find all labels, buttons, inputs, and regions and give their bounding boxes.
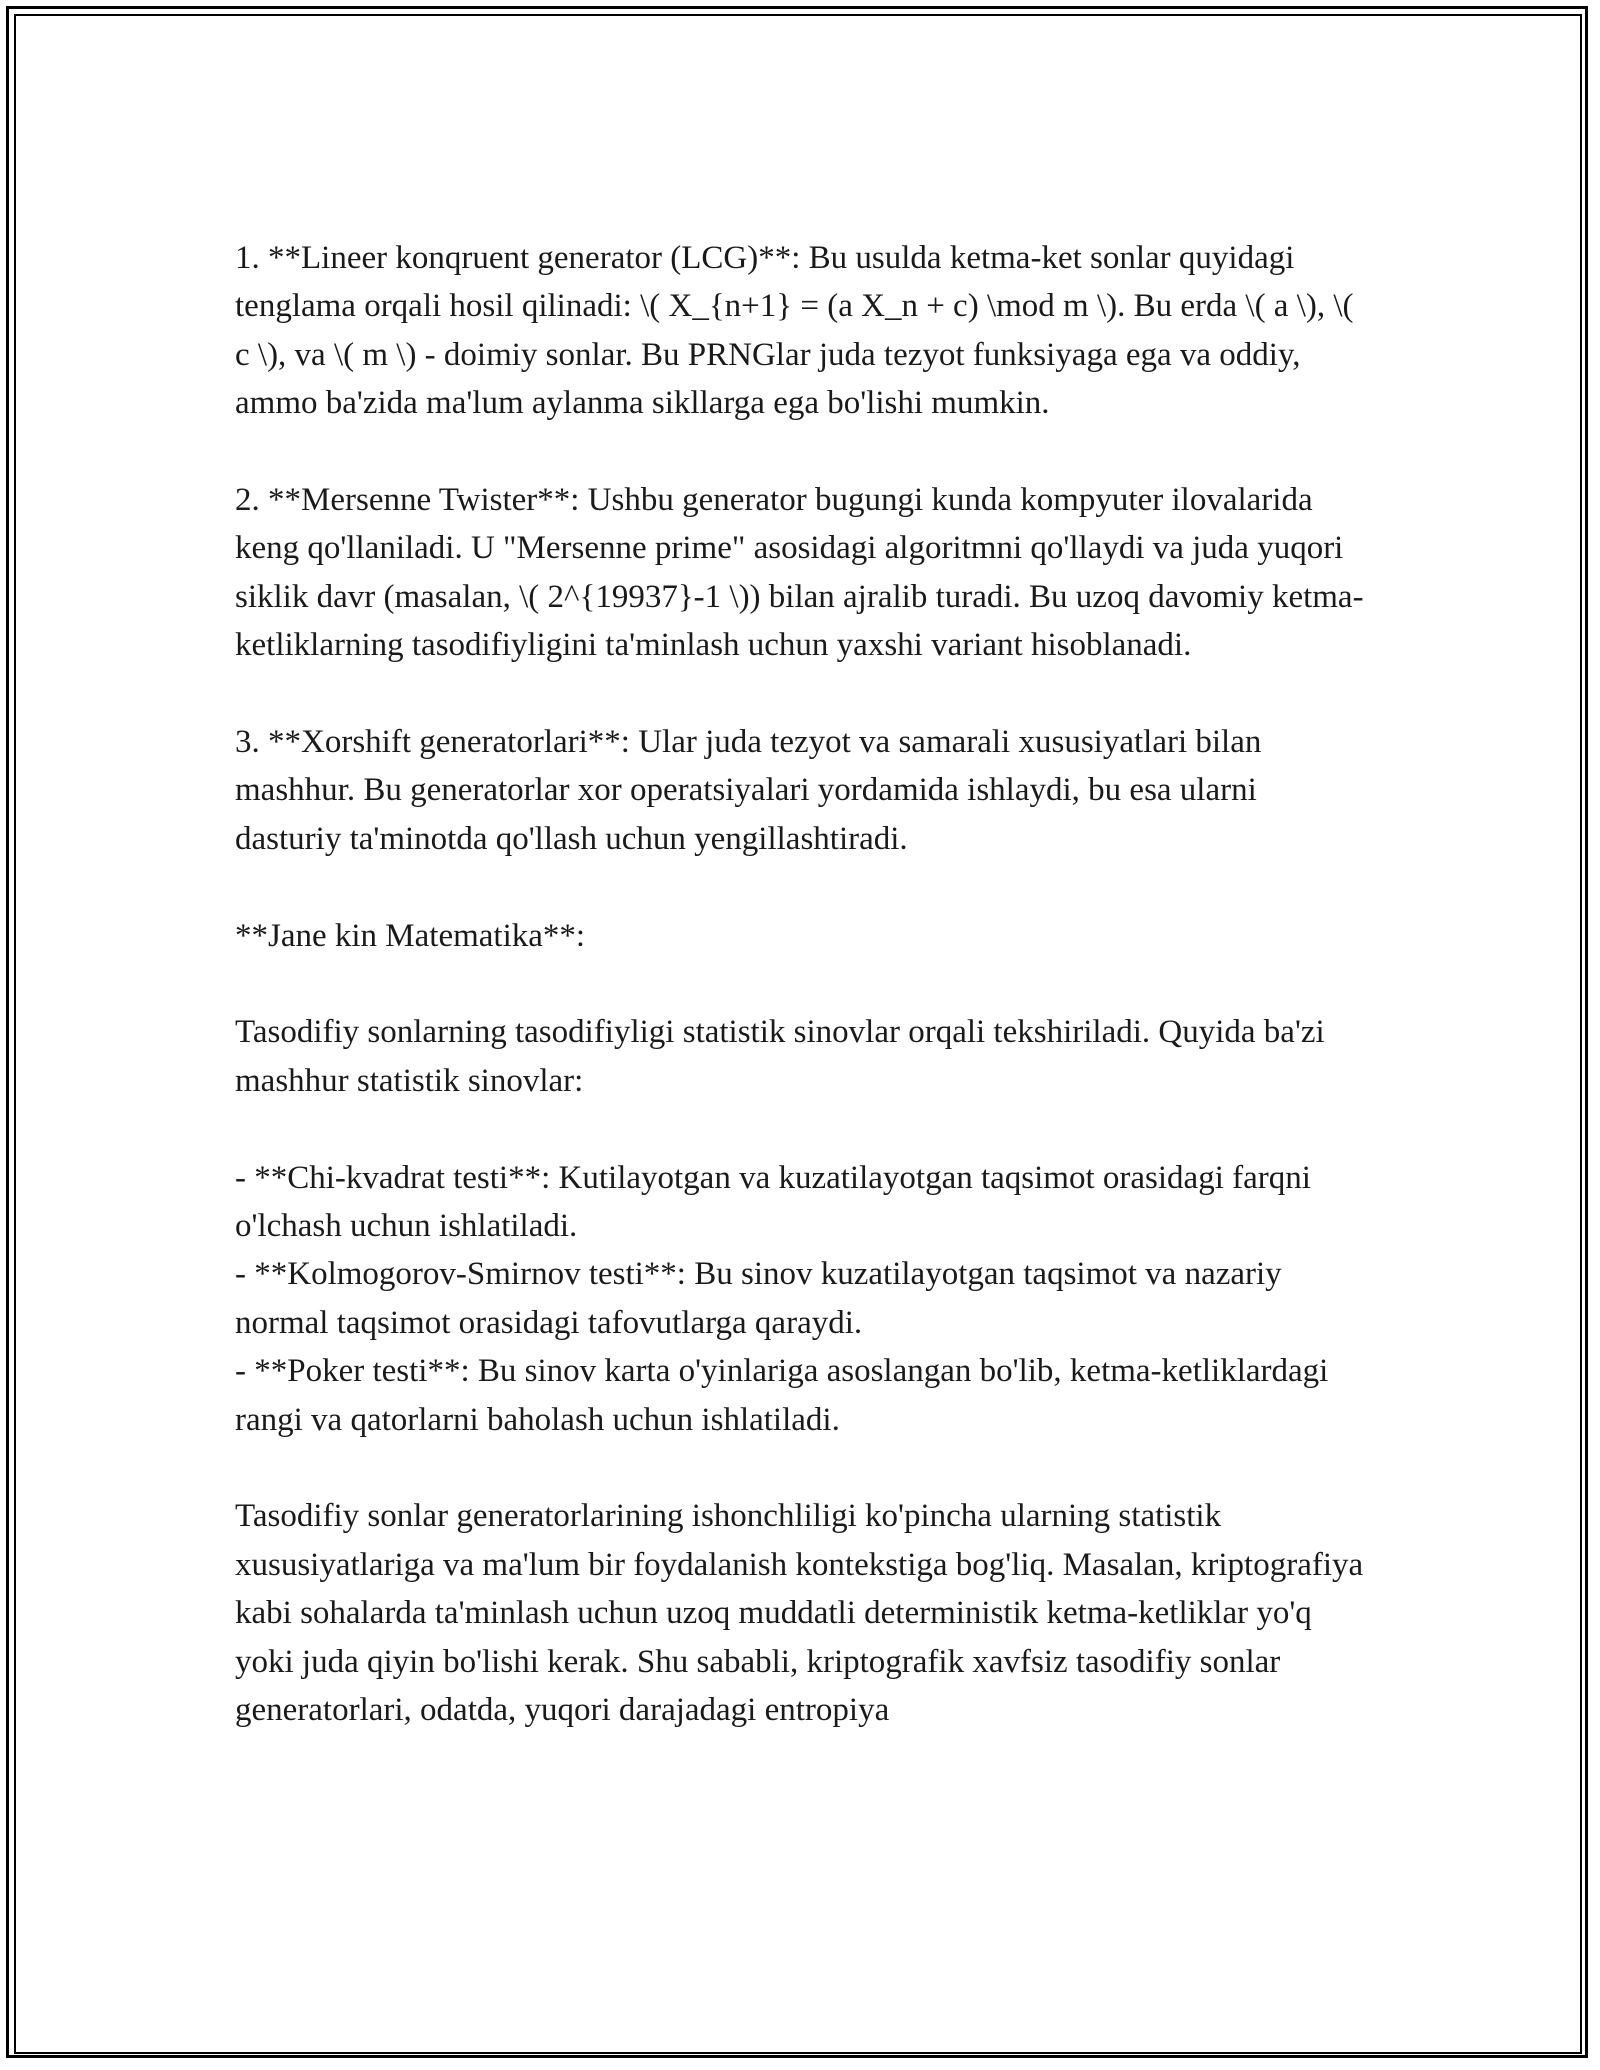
list-item-chi-square: - **Chi-kvadrat testi**: Kutilayotgan va kuzatilayotgan taqsimot orasidagi farqni o'lchash uchun ishlatiladi. xyxy=(235,1159,1311,1245)
paragraph-xorshift: 3. **Xorshift generatorlari**: Ular juda tezyot va samarali xususiyatlari bilan mashhur. Bu generatorlar xor operatsiyalari yordamida ishlaydi, bu esa ularni dasturiy ta'minotda qo'llash uchun yengillashtiradi. xyxy=(235,724,1262,857)
paragraph-statistical-tests-intro: Tasodifiy sonlarning tasodifiyligi statistik sinovlar orqali tekshiriladi. Quyida ba'zi mashhur statistik sinovlar: xyxy=(235,1014,1325,1099)
section-heading: **Jane kin Matematika**: xyxy=(235,917,586,954)
list-item-poker: - **Poker testi**: Bu sinov karta o'yinlariga asoslangan bo'lib, ketma-ketliklardagi rangi va qatorlarni baholash uchun ishlatiladi. xyxy=(235,1353,1329,1438)
paragraph-lcg: 1. **Lineer konqruent generator (LCG)**: Bu usulda ketma-ket sonlar quyidagi tenglama orqali hosil qilinadi: \( X_{n+1} = (a X_n + c) \mod m \). Bu erda \( a \), \( c \), va \( m \) - doimiy sonlar. Bu PRNGlar juda tezyot funksiyaga ega va oddiy, ammo ba'zida ma'lum aylanma sikllarga ega bo'lishi mumkin. xyxy=(235,240,1354,422)
statistical-tests-list xyxy=(235,1154,1370,1444)
document-body xyxy=(235,234,1370,1735)
paragraph-closing: Tasodifiy sonlar generatorlarining ishonchliligi ko'pincha ularning statistik xususiyatlariga va ma'lum bir foydalanish kontekstiga bog'liq. Masalan, kriptografiya kabi sohalarda ta'minlash uchun uzoq muddatli deterministik ketma-ketliklar yo'q yoki juda qiyin bo'lishi kerak. Shu sababli, kriptografik xavfsiz tasodifiy sonlar generatorlari, odatda, yuqori darajadagi entropiya xyxy=(235,1498,1364,1729)
list-item-kolmogorov-smirnov: - **Kolmogorov-Smirnov testi**: Bu sinov kuzatilayotgan taqsimot va nazariy normal taqsimot orasidagi tafovutlarga qaraydi. xyxy=(235,1256,1282,1341)
paragraph-mersenne-twister: 2. **Mersenne Twister**: Ushbu generator bugungi kunda kompyuter ilovalarida keng qo'llaniladi. U "Mersenne prime" asosidagi algoritmni qo'llaydi va juda yuqori siklik davr (masalan, \( 2^{19937}-1 \)) bilan ajralib turadi. Bu uzoq davomiy ketma-ketliklarning tasodifiyligini ta'minlash uchun yaxshi variant hisoblanadi. xyxy=(235,482,1364,664)
